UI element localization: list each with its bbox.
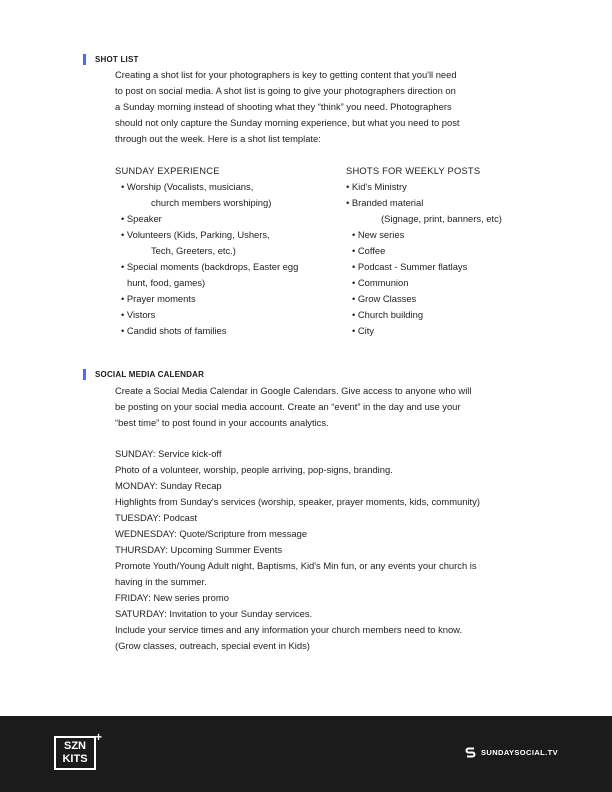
list-item-continued: Tech, Greeters, etc.) [151,245,236,256]
schedule-line: Photo of a volunteer, worship, people arriving, pop-signs, branding. [115,464,393,475]
list-item: • Special moments (backdrops, Easter egg [121,261,299,272]
sunday-social-logo-icon [465,746,476,759]
shot-list-heading [83,53,139,65]
list-item: • Podcast - Summer flatlays [352,261,468,272]
sunday-experience-column [115,163,298,339]
sunday-experience-title: SUNDAY EXPERIENCE [115,165,220,176]
schedule-line: WEDNESDAY: Quote/Scripture from message [115,528,308,539]
intro-line: “best time” to post found in your accounts analytics. [115,417,329,428]
schedule-line: SUNDAY: Service kick-off [115,448,222,459]
weekly-posts-title: SHOTS FOR WEEKLY POSTS [346,165,481,176]
heading-accent-bar [83,369,86,380]
schedule-line: MONDAY: Sunday Recap [115,480,222,491]
list-item: • Vistors [121,309,156,320]
list-item: • New series [352,229,405,240]
shot-list-intro [115,67,545,147]
list-item: • Branded material [346,197,424,208]
schedule-line: Include your service times and any information your church members need to know. [115,624,463,635]
list-item: • Coffee [352,245,386,256]
site-url[interactable]: SUNDAYSOCIAL.TV [481,748,558,757]
intro-line: through out the week. Here is a shot list template: [115,133,321,144]
schedule-line: THURSDAY: Upcoming Summer Events [115,544,283,555]
list-item: • Volunteers (Kids, Parking, Ushers, [121,229,270,240]
list-item: • City [352,325,375,336]
schedule-line: TUESDAY: Podcast [115,512,198,523]
list-item: • Worship (Vocalists, musicians, [121,181,254,192]
shot-list-heading-text: SHOT LIST [95,54,139,64]
calendar-schedule [115,446,480,654]
list-item: • Prayer moments [121,293,196,304]
footer [0,716,612,792]
logo-text-bottom: KITS [62,753,88,765]
schedule-line: Highlights from Sunday's services (worship, speaker, prayer moments, kids, community) [115,496,480,507]
list-item: • Communion [352,277,409,288]
szn-kits-logo [54,736,96,770]
schedule-line: Promote Youth/Young Adult night, Baptisms, Kid's Min fun, or any events your church is [115,560,477,571]
weekly-posts-column [346,163,502,339]
list-item: • Church building [352,309,424,320]
intro-line: a Sunday morning instead of shooting what they “think” you need. Photographers [115,101,452,112]
calendar-heading-text: SOCIAL MEDIA CALENDAR [95,369,205,379]
list-item-continued: hunt, food, games) [127,277,206,288]
list-item: • Candid shots of families [121,325,227,336]
schedule-line: FRIDAY: New series promo [115,592,229,603]
schedule-line: having in the summer. [115,576,207,587]
schedule-line: (Grow classes, outreach, special event in Kids) [115,640,310,651]
site-link[interactable] [465,746,558,759]
heading-accent-bar [83,54,86,65]
intro-line: Create a Social Media Calendar in Google Calendars. Give access to anyone who will [115,385,472,396]
intro-line: Creating a shot list for your photographers is key to getting content that you'll need [115,69,457,80]
calendar-intro [115,383,545,431]
list-item: • Kid's Ministry [346,181,407,192]
intro-line: to post on social media. A shot list is going to give your photographers direction on [115,85,456,96]
list-item: • Grow Classes [352,293,417,304]
logo-plus-icon: + [95,730,103,744]
intro-line: be posting on your social media account. Create an “event” in the day and use your [115,401,461,412]
list-item-continued: church members worshiping) [151,197,272,208]
schedule-line: SATURDAY: Invitation to your Sunday services. [115,608,313,619]
intro-line: should not only capture the Sunday morning experience, but what you need to post [115,117,460,128]
list-item-continued: (Signage, print, banners, etc) [381,213,502,224]
list-item: • Speaker [121,213,162,224]
calendar-heading [83,368,204,380]
logo-text-top: SZN [64,740,86,752]
